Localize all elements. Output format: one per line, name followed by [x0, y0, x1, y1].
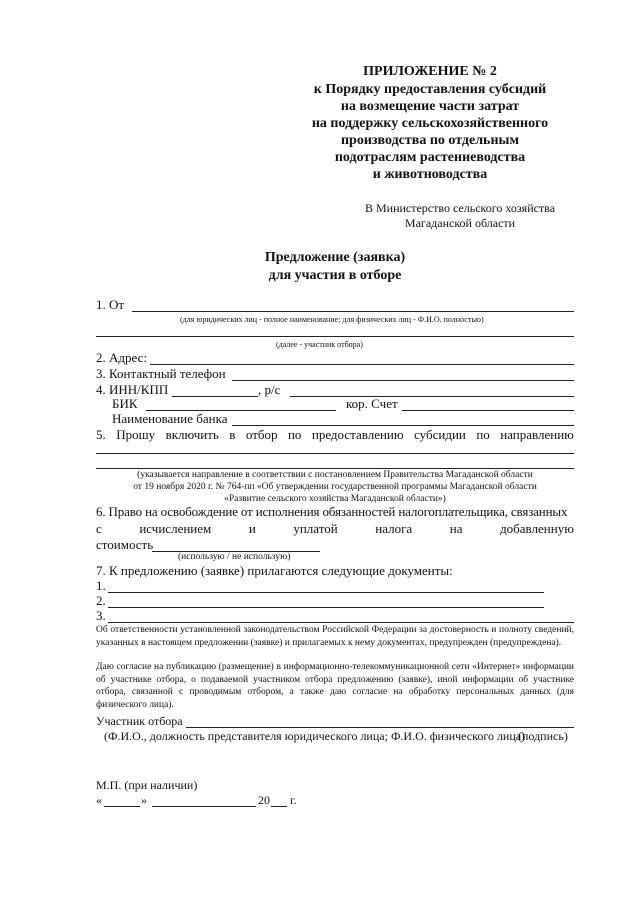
appendix-title: ПРИЛОЖЕНИЕ № 2 [363, 64, 497, 79]
item6-hint: (использую / не использую) [178, 552, 291, 562]
item5-word: направлению [500, 427, 574, 442]
rs-label: , р/с [258, 382, 281, 397]
item5-word: 5. [96, 427, 106, 442]
header-line-4: производства по отдельным [340, 133, 519, 148]
participant-label: Участник отбора [96, 714, 183, 728]
item7-label: 7. К предложению (заявке) прилагаются следующие документы: [96, 563, 453, 578]
item5-hint-2: от 19 ноября 2020 г. № 764-пп «Об утверждении государственной программы Магаданской области [133, 482, 537, 492]
fio-hint: (Ф.И.О., должность представителя юридического лица; Ф.И.О. физического лица) [104, 729, 526, 743]
consent-note: Даю согласие на публикацию (размещение) в информационно-телекоммуникационной сети «Интернет» информации об участнике отбора, о подаваемой участником отбора предложению (заявке), иной информации об участнике отбора, связанной с проводимым отбором, а также даю согласие на обработку персональных данных (для физического лица). [96, 662, 574, 710]
doc-num-1: 1. [96, 578, 106, 593]
item1-field-2[interactable] [96, 336, 574, 337]
item2-label: 2. Адрес: [96, 350, 147, 365]
doc-num-2: 2. [96, 593, 106, 608]
item5-hint-1: (указывается направление в соответствии с постановлением Правительства Магаданской области [137, 470, 533, 480]
item6-word: исчислением [139, 521, 212, 536]
item5-word: включить [165, 427, 219, 442]
item5-word: субсидии [414, 427, 466, 442]
item3-label: 3. Контактный телефон [96, 366, 226, 381]
item5-word: в [229, 427, 236, 442]
addressee-line-2: Магаданской области [404, 216, 516, 230]
item5-hint-3: «Развитие сельского хозяйства Магаданской области») [224, 494, 446, 504]
item6-word: уплатой [293, 521, 338, 536]
sign-hint: (подпись) [518, 729, 568, 743]
responsibility-note: Об ответственности установленной законодательством Российской Федерации за достоверность и полноту сведений, указанных в настоящем предложении (заявке) и прилагаемых к нему документах, предупрежден (предупреждена). [96, 625, 574, 648]
doc-num-3: 3. [96, 608, 106, 623]
item1-field[interactable] [132, 311, 574, 312]
month-field[interactable] [152, 806, 256, 807]
header-line-6: и животноводства [372, 167, 488, 182]
item6-word: налога [375, 521, 413, 536]
year-field[interactable] [271, 806, 287, 807]
addressee-line-1: В Министерство сельского хозяйства [364, 201, 556, 215]
item6-line-3: стоимость [96, 537, 154, 552]
item6-word: добавленную [500, 521, 574, 536]
participant-field[interactable] [186, 727, 574, 728]
bik-label: БИК [112, 396, 138, 411]
rs-field[interactable] [290, 396, 574, 397]
item6-word: и [248, 521, 256, 536]
header-line-2: на возмещение части затрат [340, 99, 520, 114]
item6-word: с [96, 521, 102, 536]
item6-line-2 [96, 521, 574, 537]
header-line-5: подотраслям растениеводства [334, 150, 526, 165]
date-close-quote: » [141, 793, 147, 807]
item5-word: Прошу [116, 427, 156, 442]
item1-hint: (для юридических лиц - полное наименование; для физических лиц - Ф.И.О. полностью) [180, 315, 484, 324]
form-title-line-1: Предложение (заявка) [264, 250, 406, 265]
item6-word: на [449, 521, 463, 536]
phone-field[interactable] [232, 380, 574, 381]
item1-hint-2: (далее - участник отбора) [276, 340, 363, 349]
kor-field[interactable] [402, 410, 574, 411]
mp-label: М.П. (при наличии) [96, 778, 198, 792]
kor-label: кор. Счет [346, 396, 398, 411]
bank-label: Наименование банка [112, 411, 228, 426]
form-title-line-2: для участия в отборе [268, 268, 402, 283]
doc-field-1[interactable] [108, 592, 544, 593]
bank-field[interactable] [232, 425, 574, 426]
item1-label: 1. От [96, 297, 125, 312]
item5-word: по [476, 427, 490, 442]
day-field[interactable] [104, 806, 140, 807]
address-field[interactable] [150, 364, 574, 365]
doc-field-3[interactable] [108, 622, 574, 623]
date-open-quote: « [96, 793, 102, 807]
year-suffix: г. [290, 793, 297, 807]
item5-word: отбор [245, 427, 278, 442]
item5-word: по [287, 427, 302, 442]
item4-label: 4. ИНН/КПП [96, 382, 169, 397]
doc-field-2[interactable] [108, 607, 544, 608]
direction-field-1[interactable] [96, 453, 574, 454]
item5-word: предоставлению [311, 427, 404, 442]
item5-line [96, 427, 574, 443]
item6-line-1: 6. Право на освобождение от исполнения обязанностей налогоплательщика, связанных [96, 504, 568, 519]
header-line-3: на поддержку сельскохозяйственного [311, 116, 549, 131]
inn-field[interactable] [172, 396, 258, 397]
header-line-1: к Порядку предоставления субсидий [313, 82, 547, 97]
direction-field-2[interactable] [96, 468, 574, 469]
year-prefix: 20 [258, 793, 270, 807]
